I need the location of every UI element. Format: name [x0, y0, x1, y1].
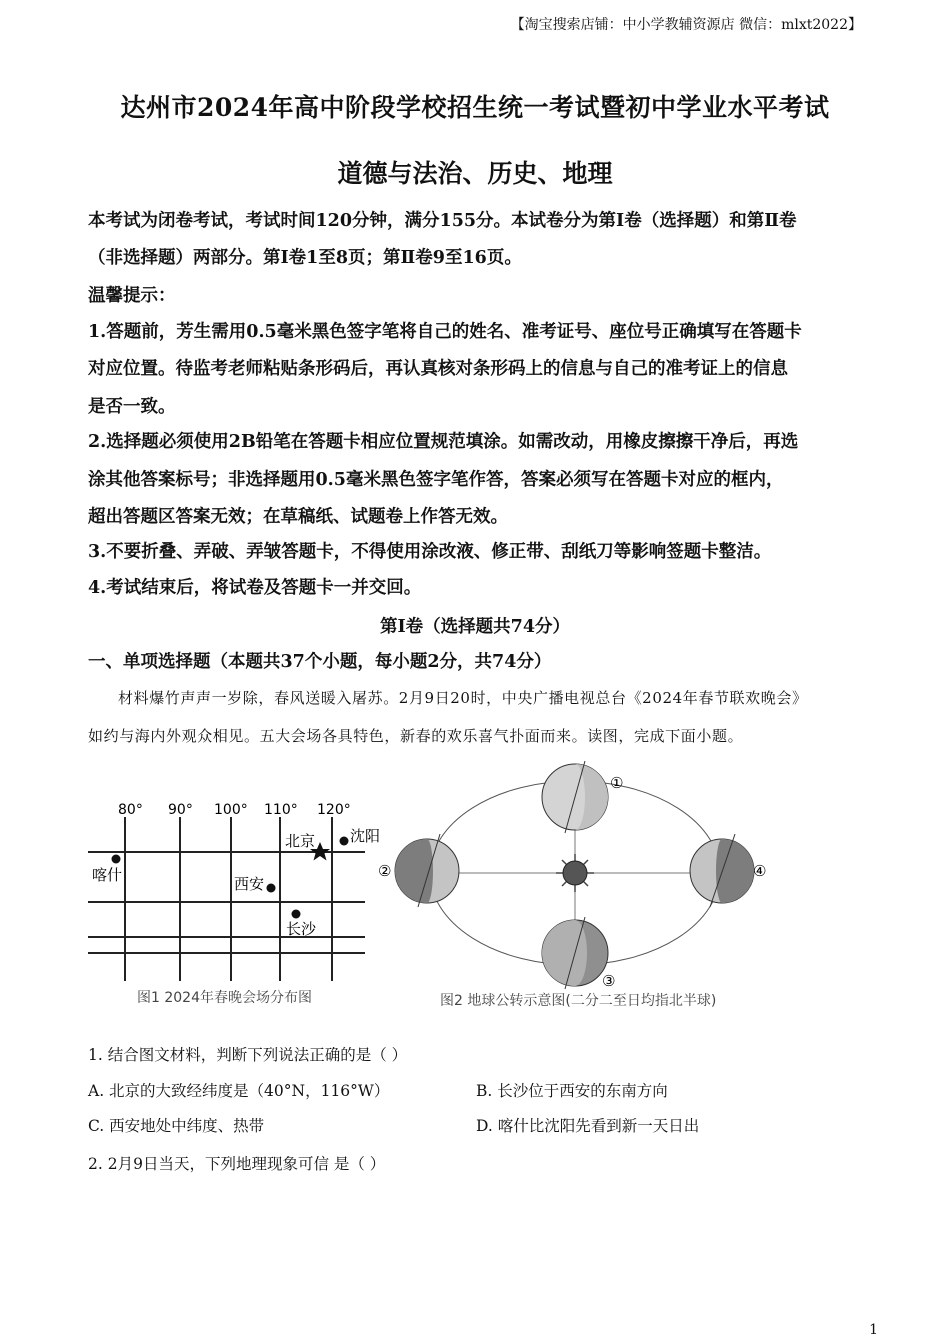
section-heading: 第I卷（选择题共74分）: [379, 617, 571, 637]
marker-3: ③: [602, 972, 616, 990]
globe-left: [395, 834, 459, 907]
lon-label-80: 80°: [118, 802, 143, 818]
tip-2-line-1: 2.选择题必须使用2B铅笔在答题卡相应位置规范填涂。如需改动，用橡皮擦擦干净后，再选: [88, 432, 799, 452]
city-changsha: 长沙: [286, 920, 317, 938]
question-2-stem: 2. 2月9日当天，下列地理现象可信 是（ ）: [88, 1155, 386, 1173]
tip-1-line-3: 是否一致。: [88, 397, 176, 417]
marker-4: ④: [753, 862, 767, 880]
city-kashgar: 喀什: [92, 866, 123, 884]
figure-1-map: [80, 795, 380, 1010]
page-number: 1: [869, 1322, 878, 1338]
intro-line-2: （非选择题）两部分。第I卷1至8页；第Ⅱ卷9至16页。: [88, 248, 522, 268]
material-line-1: 材料爆竹声声一岁除，春风送暖入屠苏。2月9日20时，中央广播电视总台《2024年春节联欢晚会》: [118, 689, 808, 707]
city-beijing: 北京: [285, 832, 316, 850]
figure-2-orbit: [380, 755, 780, 1015]
marker-1: ①: [610, 774, 624, 792]
figure-2-caption: 图2 地球公转示意图(二分二至日均指北半球): [440, 993, 717, 1009]
globe-right: [690, 834, 754, 907]
marker-2: ②: [378, 862, 392, 880]
figure-1-caption: 图1 2024年春晚会场分布图: [137, 990, 312, 1006]
question-1-option-a: A. 北京的大致经纬度是（40°N，116°W）: [88, 1082, 390, 1100]
question-1-option-d: D. 喀什比沈阳先看到新一天日出: [476, 1117, 700, 1135]
part-heading: 一、单项选择题（本题共37个小题，每小题2分，共74分）: [88, 652, 552, 672]
question-1-option-b: B. 长沙位于西安的东南方向: [476, 1082, 668, 1100]
lon-label-100: 100°: [214, 802, 248, 818]
city-shenyang: 沈阳: [350, 827, 381, 845]
globe-bottom: [542, 917, 608, 989]
lon-label-120: 120°: [317, 802, 351, 818]
sun-icon: [556, 854, 594, 892]
lon-label-110: 110°: [264, 802, 298, 818]
city-xian: 西安: [234, 875, 265, 893]
question-1-option-c: C. 西安地处中纬度、热带: [88, 1117, 265, 1135]
intro-line-1: 本考试为闭卷考试，考试时间120分钟，满分155分。本试卷分为第I卷（选择题）和第Ⅱ卷: [88, 211, 797, 231]
globe-top: [542, 761, 608, 833]
tip-2-line-3: 超出答题区答案无效；在草稿纸、试题卷上作答无效。: [88, 507, 508, 527]
xian-dot: [267, 884, 276, 893]
material-line-2: 如约与海内外观众相见。五大会场各具特色，新春的欢乐喜气扑面而来。读图，完成下面小题。: [88, 727, 744, 745]
tip-1-line-1: 1.答题前，芳生需用0.5毫米黑色签字笔将自己的姓名、准考证号、座位号正确填写在答题卡: [88, 322, 802, 342]
kashgar-dot: [112, 855, 121, 864]
exam-subtitle: 道德与法治、历史、地理: [337, 159, 613, 188]
tip-2-line-2: 涂其他答案标号；非选择题用0.5毫米黑色签字笔作答，答案必须写在答题卡对应的框内，: [88, 470, 784, 490]
changsha-dot: [292, 910, 301, 919]
header-note: 【淘宝搜索店铺：中小学教辅资源店 微信：mlxt2022】: [510, 17, 862, 33]
tip-3: 3.不要折叠、弄破、弄皱答题卡，不得使用涂改液、修正带、刮纸刀等影响签题卡整洁。: [88, 542, 772, 562]
tips-heading: 温馨提示：: [88, 286, 176, 306]
exam-title: 达州市2024年高中阶段学校招生统一考试暨初中学业水平考试: [120, 93, 830, 122]
question-1-stem: 1. 结合图文材料，判断下列说法正确的是（ ）: [88, 1046, 408, 1064]
lon-label-90: 90°: [168, 802, 193, 818]
shenyang-dot: [340, 837, 349, 846]
tip-4: 4.考试结束后，将试卷及答题卡一并交回。: [88, 578, 422, 598]
tip-1-line-2: 对应位置。待监考老师粘贴条形码后，再认真核对条形码上的信息与自己的准考证上的信息: [88, 359, 788, 379]
